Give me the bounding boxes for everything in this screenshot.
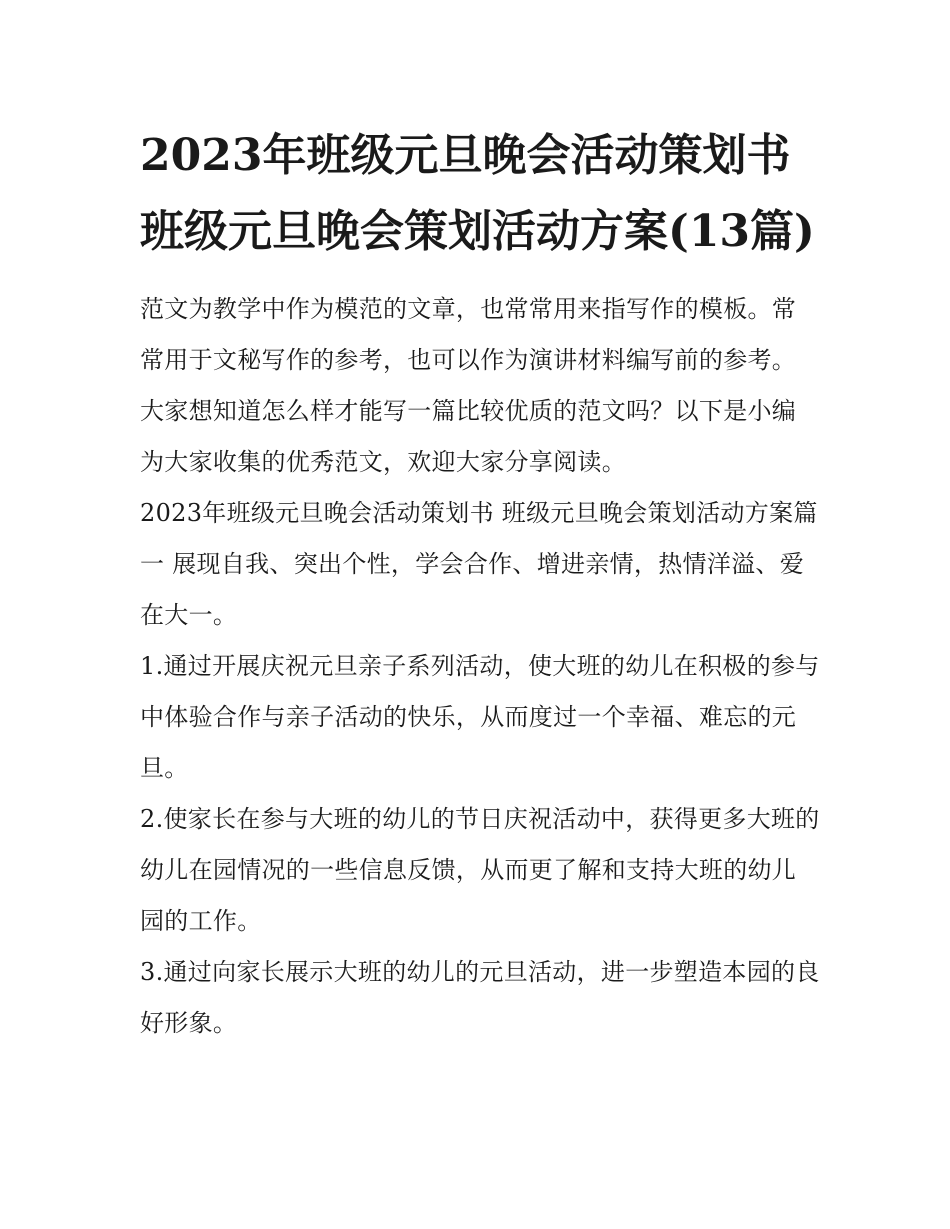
intro-paragraph: 范文为教学中作为模范的文章，也常常用来指写作的模板。常常用于文秘写作的参考，也可以作为演讲材料编写前的参考。大家想知道怎么样才能写一篇比较优质的范文吗？以下是小编为大家收集的优秀范文，欢迎大家分享阅读。 [140,295,797,476]
goal-item-2: 2.使家长在参与大班的幼儿的节日庆祝活动中，获得更多大班的幼儿在园情况的一些信息反馈，从而更了解和支持大班的幼儿园的工作。 [140,805,820,935]
document-title: 2023年班级元旦晚会活动策划书 班级元旦晚会策划活动方案(13篇) [140,130,815,257]
goal-item-3: 3.通过向家长展示大班的幼儿的元旦活动，进一步塑造本园的良好形象。 [140,958,820,1037]
section-heading-paragraph: 2023年班级元旦晚会活动策划书 班级元旦晚会策划活动方案篇一 展现自我、突出个性，学会合作、增进亲情，热情洋溢、爱在大一。 [140,499,818,629]
document-body [140,118,820,1049]
goal-item-1: 1.通过开展庆祝元旦亲子系列活动，使大班的幼儿在积极的参与中体验合作与亲子活动的快乐，从而度过一个幸福、难忘的元旦。 [140,652,820,782]
